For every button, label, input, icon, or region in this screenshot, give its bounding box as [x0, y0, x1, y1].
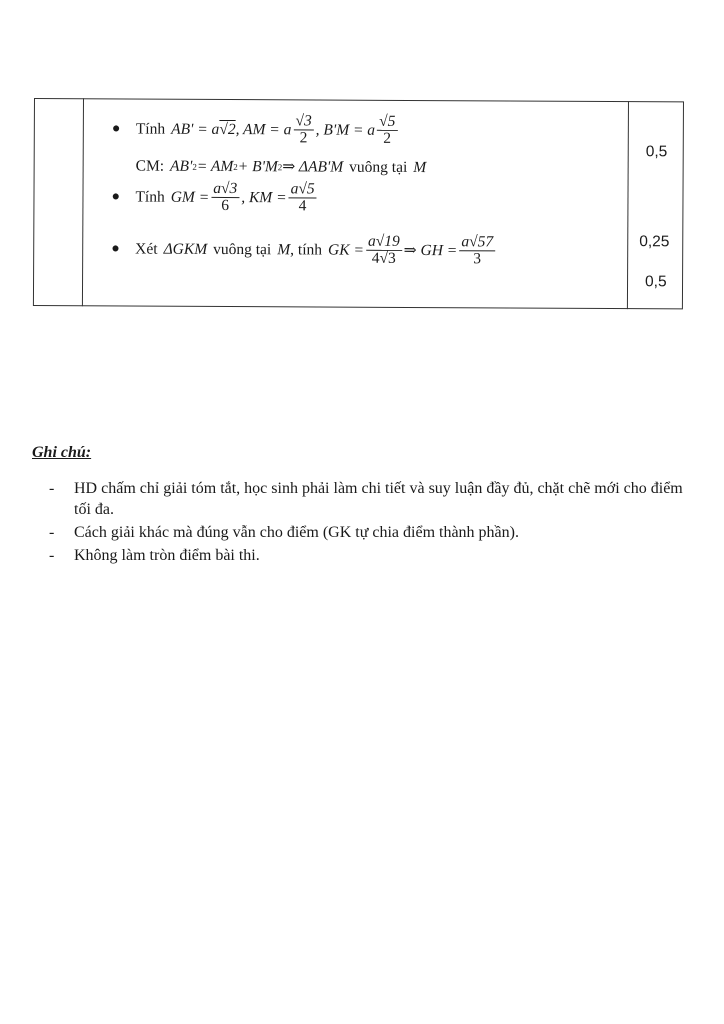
step-label: Tính [135, 188, 165, 206]
solution-step-1 [112, 112, 400, 147]
fraction-gh: $\frac{a√57}{3}$ [459, 234, 495, 268]
fraction-am: $\frac{√3}{2}$ [293, 113, 313, 147]
formula-ab: AB' = a [171, 120, 220, 138]
score-value: 0,25 [639, 233, 670, 251]
note-item: - Cách giải khác mà đúng vẫn cho điểm (GK tự chia điểm thành phần). [49, 524, 519, 541]
solution-proof-line: CM: AB' 2 = AM 2 + B'M 2 ⇒ ΔAB'M vuông tại M [135, 157, 427, 176]
fraction-gm: $\frac{a√3}{6}$ [211, 181, 239, 215]
dash-bullet: - [49, 524, 55, 541]
scoring-table [33, 98, 684, 309]
bullet-icon: ● [111, 189, 120, 205]
formula-am: , AM = a [235, 120, 292, 139]
dash-bullet: - [49, 547, 55, 564]
note-item: - HD chấm chỉ giải tóm tắt, học sinh phải làm chi tiết và suy luận đầy đủ, chặt chẽ mới cho điểm tối đa. [49, 480, 683, 518]
solution-step-2: ● Tính GM = $\frac{a√3}{6}$ , KM = $\frac{a√5}{4}$ [111, 179, 315, 215]
proof-label: CM: [135, 157, 165, 175]
note-item: - Không làm tròn điểm bài thi. [49, 547, 260, 564]
bullet-icon: ● [111, 241, 120, 257]
formula-bm: , B'M = a [315, 121, 376, 139]
notes-title: Ghi chú: [32, 444, 92, 461]
notes-section [32, 444, 692, 568]
score-value: 0,5 [645, 273, 667, 291]
score-value: 0,5 [645, 143, 668, 161]
step-label: Tính [135, 120, 166, 138]
solution-step-3: ● Xét ΔGKM vuông tại M , tính GK = $\frac{a√19}{4√3}$ ⇒ GH = $\frac{a√57}{3}$ [111, 232, 494, 268]
fraction-gk: $\frac{a√19}{4√3}$ [366, 234, 402, 268]
bullet-icon: ● [111, 121, 121, 137]
dash-bullet: - [49, 480, 55, 497]
formula-sqrt2: √2 [219, 120, 236, 138]
fraction-km: $\frac{a√5}{4}$ [288, 181, 316, 215]
fraction-bm: $\frac{√5}{2}$ [377, 114, 397, 148]
